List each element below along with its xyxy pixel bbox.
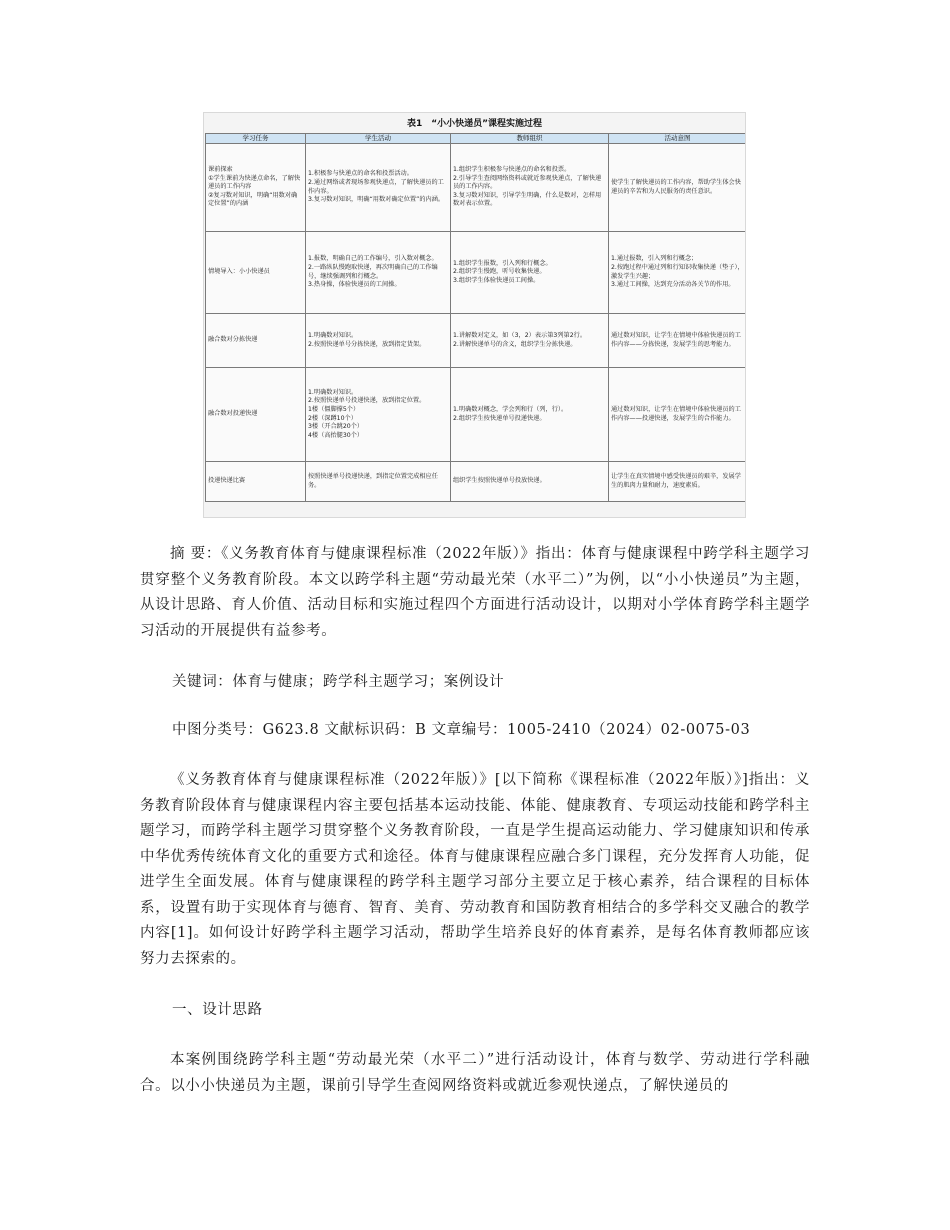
table-row bbox=[206, 232, 747, 314]
table-cell: 1.通过报数，引入列和行概念； 2.按跑过程中通过列和行知识收集快递（垫子），激发学生兴趣； 3.通过工间操，达到充分活动各关节的作用。 bbox=[609, 232, 747, 314]
header-student-activity: 学生活动 bbox=[306, 134, 451, 144]
table-cell: 1.组织学生报数，引入列和行概念。 2.组织学生慢跑，听号收集快递。 3.组织学生体验快递员工间操。 bbox=[451, 232, 609, 314]
abstract-paragraph: 摘 要：《义务教育体育与健康课程标准（2022年版）》指出：体育与健康课程中跨学科主题学习贯穿整个义务教育阶段。本文以跨学科主题“劳动最光荣（水平二）”为例，以“小小快递员”为主题，从设计思路、育人价值、活动目标和实施过程四个方面进行活动设计，以期对小学体育跨学科主题学习活动的开展提供有益参考。 bbox=[140, 546, 810, 639]
table-cell: 课前探索 ①学生课前为快递点命名，了解快递员的工作内容 ②复习数对知识，明确“用数对确定位置”的内涵 bbox=[206, 144, 306, 232]
table-cell: 组织学生按照快递单号投放快递。 bbox=[451, 462, 609, 502]
header-learning-task: 学习任务 bbox=[206, 134, 306, 144]
table-header-row bbox=[206, 134, 747, 144]
table-row bbox=[206, 144, 747, 232]
table-cell: 通过数对知识，让学生在情境中体验快递员的工作内容——分拣快递，发展学生的思考能力。 bbox=[609, 314, 747, 368]
header-activity-intent: 活动意图 bbox=[609, 134, 747, 144]
table-cell: 按照快递单号投递快递，到指定位置完成相应任务。 bbox=[306, 462, 451, 502]
header-teacher-organization: 教师组织 bbox=[451, 134, 609, 144]
table-cell: 1.组织学生积极参与快递点的命名和投票。 2.引导学生查阅网络资料或就近参观快递点，了解快递员的工作内容。 3.复习数对知识，引导学生明确，什么是数对，怎样用数对表示位置。 bbox=[451, 144, 609, 232]
table-row bbox=[206, 314, 747, 368]
table-cell: 融合数对投递快递 bbox=[206, 368, 306, 462]
table-cell: 情境导入：小小快递员 bbox=[206, 232, 306, 314]
table-cell: 投递快递比赛 bbox=[206, 462, 306, 502]
section-heading: 一、设计思路 bbox=[172, 1002, 263, 1018]
table-cell: 1.明确数对知识。 2.按照快递单号投递快递，放到指定位置。 1楼（僵脚撑5个） 2楼（深蹲10个） 3楼（开合跳20个） 4楼（高抬腿30个） bbox=[306, 368, 451, 462]
table-row bbox=[206, 462, 747, 502]
classification-line: 中图分类号：G623.8 文献标识码：B 文章编号：1005-2410（2024）02-0075-03 bbox=[172, 722, 751, 738]
table-cell: 1.报数，明确自己的工作编号，引入数对概念。 2.一路纵队慢跑取快递，再次明确自己的工作编号，继续强调列和行概念。 3.热身操，体验快递员的工间操。 bbox=[306, 232, 451, 314]
intro-paragraph: 《义务教育体育与健康课程标准（2022年版）》[以下简称《课程标准（2022年版）》]指出：义务教育阶段体育与健康课程内容主要包括基本运动技能、体能、健康教育、专项运动技能和跨学科主题学习，而跨学科主题学习贯穿整个义务教育阶段，一直是学生提高运动能力、学习健康知识和传承中华优秀传统体育文化的重要方式和途径。体育与健康课程应融合多门课程，充分发挥育人功能，促进学生全面发展。体育与健康课程的跨学科主题学习部分主要立足于核心素养，结合课程的目标体系，设置有助于实现体育与德育、智育、美育、劳动教育和国防教育相结合的多学科交叉融合的教学内容[1]。如何设计好跨学科主题学习活动，帮助学生培养良好的体育素养，是每名体育教师都应该努力去探索的。 bbox=[140, 772, 810, 967]
table-cell: 1.讲解数对定义，如（3，2）表示第3列第2行。 2.讲解快递单号的含义，组织学生分拣快递。 bbox=[451, 314, 609, 368]
table-cell: 让学生在真实情境中感受快递员的艰辛，发展学生的肌肉力量和耐力，速度素质。 bbox=[609, 462, 747, 502]
table-cell: 通过数对知识，让学生在情境中体验快递员的工作内容——投递快递，发展学生的合作能力。 bbox=[609, 368, 747, 462]
table-cell: 1.明确数对概念，学会列和行（列，行）。 2.组织学生按快递单号投递快递。 bbox=[451, 368, 609, 462]
course-implementation-table bbox=[205, 133, 746, 502]
table-row bbox=[206, 368, 747, 462]
table-cell: 融合数对分拣快递 bbox=[206, 314, 306, 368]
course-table-figure bbox=[203, 112, 746, 518]
table-cell: 使学生了解快递员的工作内容，帮助学生体会快递员的辛苦和为人民服务的责任意识。 bbox=[609, 144, 747, 232]
keywords-line: 关键词：体育与健康；跨学科主题学习；案例设计 bbox=[172, 674, 505, 690]
table-cell: 1.积极参与快递点的命名和投票活动。 2.通过网络或者现场参观快递点，了解快递员的工作内容。 3.复习数对知识，明确“用数对确定位置”的内涵。 bbox=[306, 144, 451, 232]
design-paragraph: 本案例围绕跨学科主题“劳动最光荣（水平二）”进行活动设计，体育与数学、劳动进行学科融合。以小小快递员为主题，课前引导学生查阅网络资料或就近参观快递点，了解快递员的 bbox=[140, 1052, 810, 1094]
table-caption: 表1 “小小快递员”课程实施过程 bbox=[406, 119, 543, 129]
table-cell: 1.明确数对知识。 2.按照快递单号分拣快递，放到指定货架。 bbox=[306, 314, 451, 368]
